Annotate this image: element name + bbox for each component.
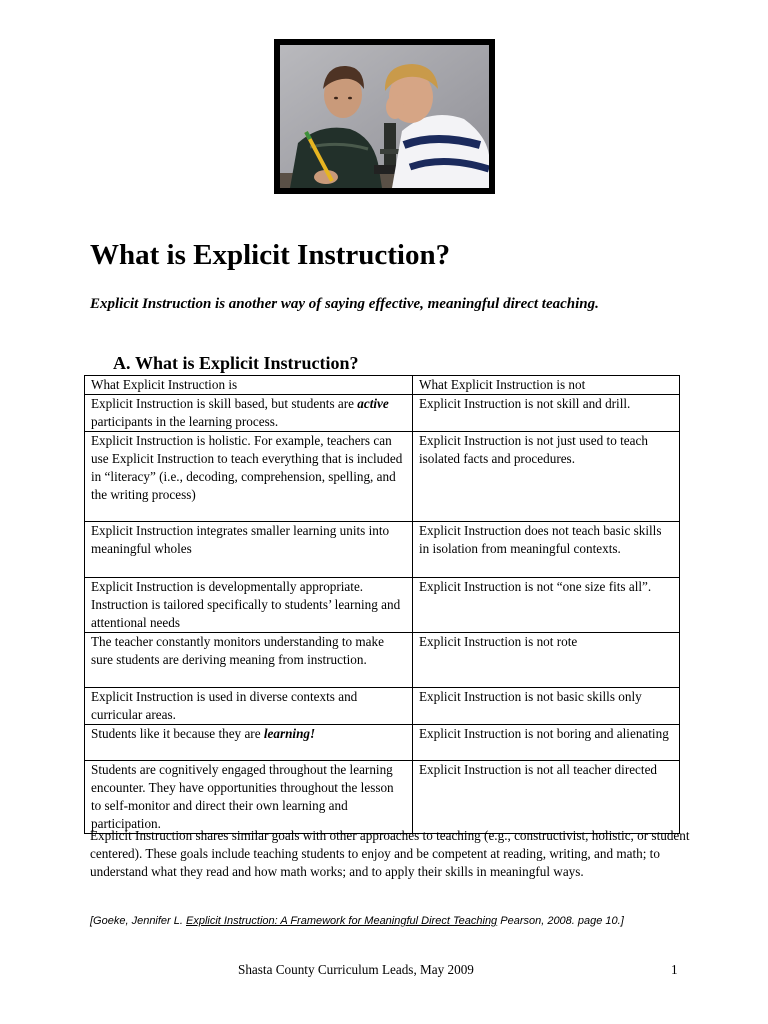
table-row — [85, 761, 680, 834]
cell-text: Explicit Instruction is used in diverse contexts and curricular areas. — [91, 689, 358, 722]
cell-emphasis: learning! — [263, 726, 316, 741]
students-photo-image — [280, 45, 489, 188]
table-cell-is-not — [413, 522, 680, 578]
table-cell-is-not — [413, 432, 680, 522]
table-cell-is — [85, 395, 413, 432]
cell-text: Explicit Instruction is not all teacher directed — [419, 762, 658, 777]
table-cell-is — [85, 688, 413, 725]
table-row — [85, 725, 680, 761]
table-cell-is — [85, 725, 413, 761]
cell-text: Explicit Instruction integrates smaller learning units into meaningful wholes — [91, 523, 390, 556]
cell-text: Students are cognitively engaged throughout the learning encounter. They have opportunities throughout the lesson to self-monitor and direct their own learning and participation. — [91, 762, 394, 831]
table-cell-is-not — [413, 578, 680, 633]
section-heading-text: What is Explicit Instruction? — [135, 353, 359, 373]
table-cell-is-not — [413, 688, 680, 725]
citation — [90, 913, 624, 929]
cell-text: Explicit Instruction is not “one size fits all”. — [419, 579, 652, 594]
cell-text: Explicit Instruction is developmentally appropriate. Instruction is tailored specifically to students’ learning and attentional needs — [91, 579, 401, 630]
table-row — [85, 395, 680, 432]
citation-book-title: Explicit Instruction: A Framework for Meaningful Direct Teaching — [186, 915, 498, 927]
section-letter: A. — [113, 353, 131, 373]
table-cell-is — [85, 522, 413, 578]
cell-text: Students like it because they are — [91, 726, 264, 741]
table-row — [85, 432, 680, 522]
cell-text: participants in the learning process. — [91, 414, 279, 429]
table-cell-is-not — [413, 725, 680, 761]
cell-text: Explicit Instruction is skill based, but students are — [91, 396, 358, 411]
footer-text: Shasta County Curriculum Leads, May 2009 — [238, 962, 474, 977]
header-photo — [274, 39, 495, 194]
comparison-table — [84, 375, 680, 834]
citation-suffix: Pearson, 2008. page 10.] — [497, 915, 624, 927]
section-heading — [113, 352, 359, 374]
table-cell-is-not — [413, 395, 680, 432]
table-cell-is — [85, 432, 413, 522]
table-row — [85, 522, 680, 578]
table-row — [85, 633, 680, 688]
table-cell-is-not — [413, 761, 680, 834]
table-cell-is — [85, 578, 413, 633]
cell-text: Explicit Instruction is not just used to teach isolated facts and procedures. — [419, 433, 648, 466]
table-row — [85, 688, 680, 725]
cell-text: Explicit Instruction is not basic skills only — [419, 689, 642, 704]
cell-emphasis: active — [357, 396, 389, 411]
cell-text: Explicit Instruction does not teach basic skills in isolation from meaningful contexts. — [419, 523, 662, 556]
cell-text: Explicit Instruction is not boring and alienating — [419, 726, 669, 741]
table-cell-is — [85, 633, 413, 688]
page-number: 1 — [671, 962, 678, 977]
page-title: What is Explicit Instruction? — [90, 239, 451, 271]
page-subtitle: Explicit Instruction is another way of saying effective, meaningful direct teaching. — [90, 296, 599, 312]
cell-text: Explicit Instruction is holistic. For example, teachers can use Explicit Instruction to teach everything that is included in “literacy” (i.e., decoding, comprehension, spelling, and the writing process) — [91, 433, 403, 502]
table-cell-is — [85, 761, 413, 834]
summary-paragraph: Explicit Instruction shares similar goals with other approaches to teaching (e.g., constructivist, holistic, or student centered). These goals include teaching students to enjoy and be competent at reading, writing, and math; to understand what they read and how math works; and to apply their skills in meaningful ways. — [90, 828, 690, 879]
cell-text: The teacher constantly monitors understanding to make sure students are deriving meaning from instruction. — [91, 634, 384, 667]
column-header-is-not: What Explicit Instruction is not — [413, 376, 680, 395]
column-header-is: What Explicit Instruction is — [85, 376, 413, 395]
table-row — [85, 578, 680, 633]
table-header-row — [85, 376, 680, 395]
table-cell-is-not — [413, 633, 680, 688]
cell-text: Explicit Instruction is not rote — [419, 634, 578, 649]
citation-prefix: [Goeke, Jennifer L. — [90, 915, 186, 927]
cell-text: Explicit Instruction is not skill and drill. — [419, 396, 631, 411]
